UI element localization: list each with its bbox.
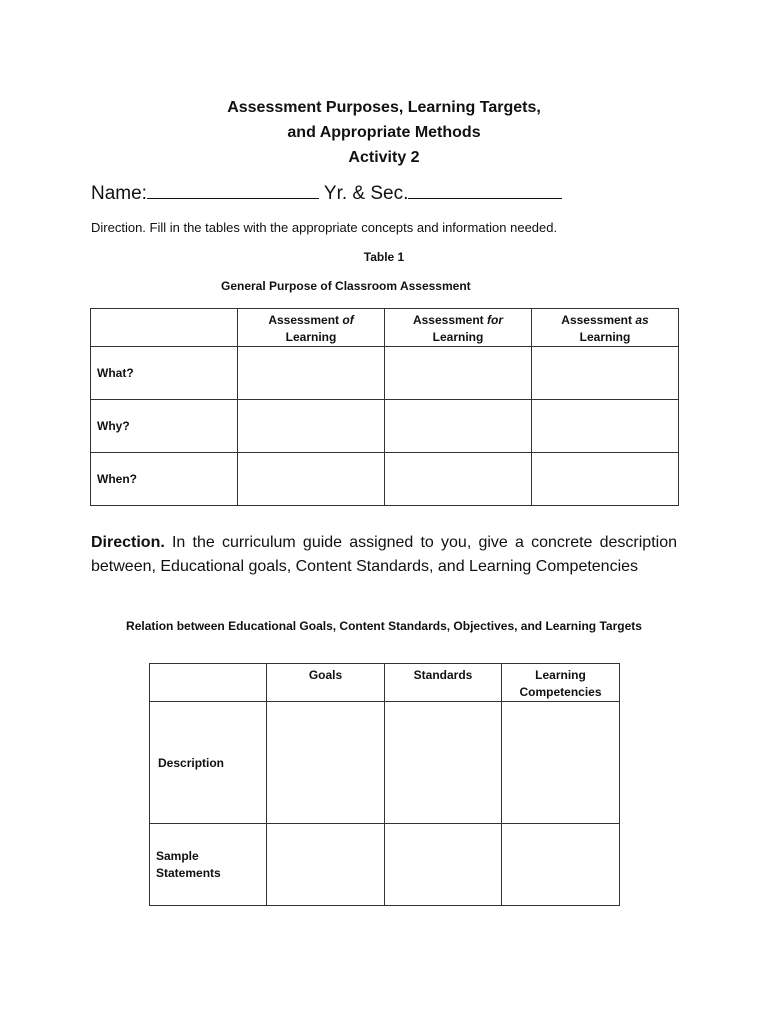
table-header-row: [91, 309, 679, 347]
column-header-standards: Standards: [385, 664, 502, 702]
section-label: Yr. & Sec.: [318, 183, 409, 204]
title-line-3: Activity 2: [348, 149, 420, 166]
column-header-assessment-for: Assessment for Learning: [385, 309, 532, 347]
direction-lead: Direction.: [91, 534, 165, 551]
column-header-goals: Goals: [267, 664, 385, 702]
row-header-when: When?: [91, 453, 238, 506]
row-header-what: What?: [91, 347, 238, 400]
column-header-assessment-as: Assessment as Learning: [532, 309, 679, 347]
table-row: [91, 347, 679, 400]
title-line-2: and Appropriate Methods: [287, 124, 481, 141]
answer-cell[interactable]: [238, 400, 385, 453]
table-header-row: [150, 664, 620, 702]
answer-cell[interactable]: [267, 702, 385, 824]
row-header-why: Why?: [91, 400, 238, 453]
assessment-purpose-table: [90, 308, 679, 506]
table1-label: Table 1: [363, 250, 405, 264]
answer-cell[interactable]: [532, 347, 679, 400]
answer-cell[interactable]: [238, 347, 385, 400]
table2-caption: Relation between Educational Goals, Content Standards, Objectives, and Learning Targets: [126, 619, 642, 633]
answer-cell[interactable]: [502, 824, 620, 906]
row-header-description: Description: [150, 702, 267, 824]
table-row: [150, 702, 620, 824]
answer-cell[interactable]: [385, 824, 502, 906]
answer-cell[interactable]: [267, 824, 385, 906]
corner-cell: [91, 309, 238, 347]
column-header-learning-competencies: Learning Competencies: [502, 664, 620, 702]
name-label: Name:: [91, 183, 147, 204]
title-line-1: Assessment Purposes, Learning Targets,: [227, 99, 541, 116]
column-header-assessment-of: Assessment of Learning: [238, 309, 385, 347]
direction-text-2: [91, 531, 677, 579]
relation-table: [149, 663, 620, 906]
answer-cell[interactable]: [385, 453, 532, 506]
answer-cell[interactable]: [532, 400, 679, 453]
table1-caption: General Purpose of Classroom Assessment: [221, 279, 471, 293]
table-row: [150, 824, 620, 906]
name-blank[interactable]: [147, 181, 319, 199]
row-header-sample-statements: Sample Statements: [150, 824, 267, 906]
corner-cell: [150, 664, 267, 702]
answer-cell[interactable]: [385, 347, 532, 400]
answer-cell[interactable]: [238, 453, 385, 506]
direction-body: In the curriculum guide assigned to you, give a concrete description between, Educational goals, Content Standards, and Learning Competencies: [91, 534, 677, 575]
answer-cell[interactable]: [532, 453, 679, 506]
answer-cell[interactable]: [385, 400, 532, 453]
table-row: [91, 400, 679, 453]
direction-text-1: Direction. Fill in the tables with the appropriate concepts and information needed.: [91, 220, 558, 235]
student-info-line: [91, 181, 562, 205]
section-blank[interactable]: [408, 181, 562, 199]
answer-cell[interactable]: [385, 702, 502, 824]
answer-cell[interactable]: [502, 702, 620, 824]
table-row: [91, 453, 679, 506]
